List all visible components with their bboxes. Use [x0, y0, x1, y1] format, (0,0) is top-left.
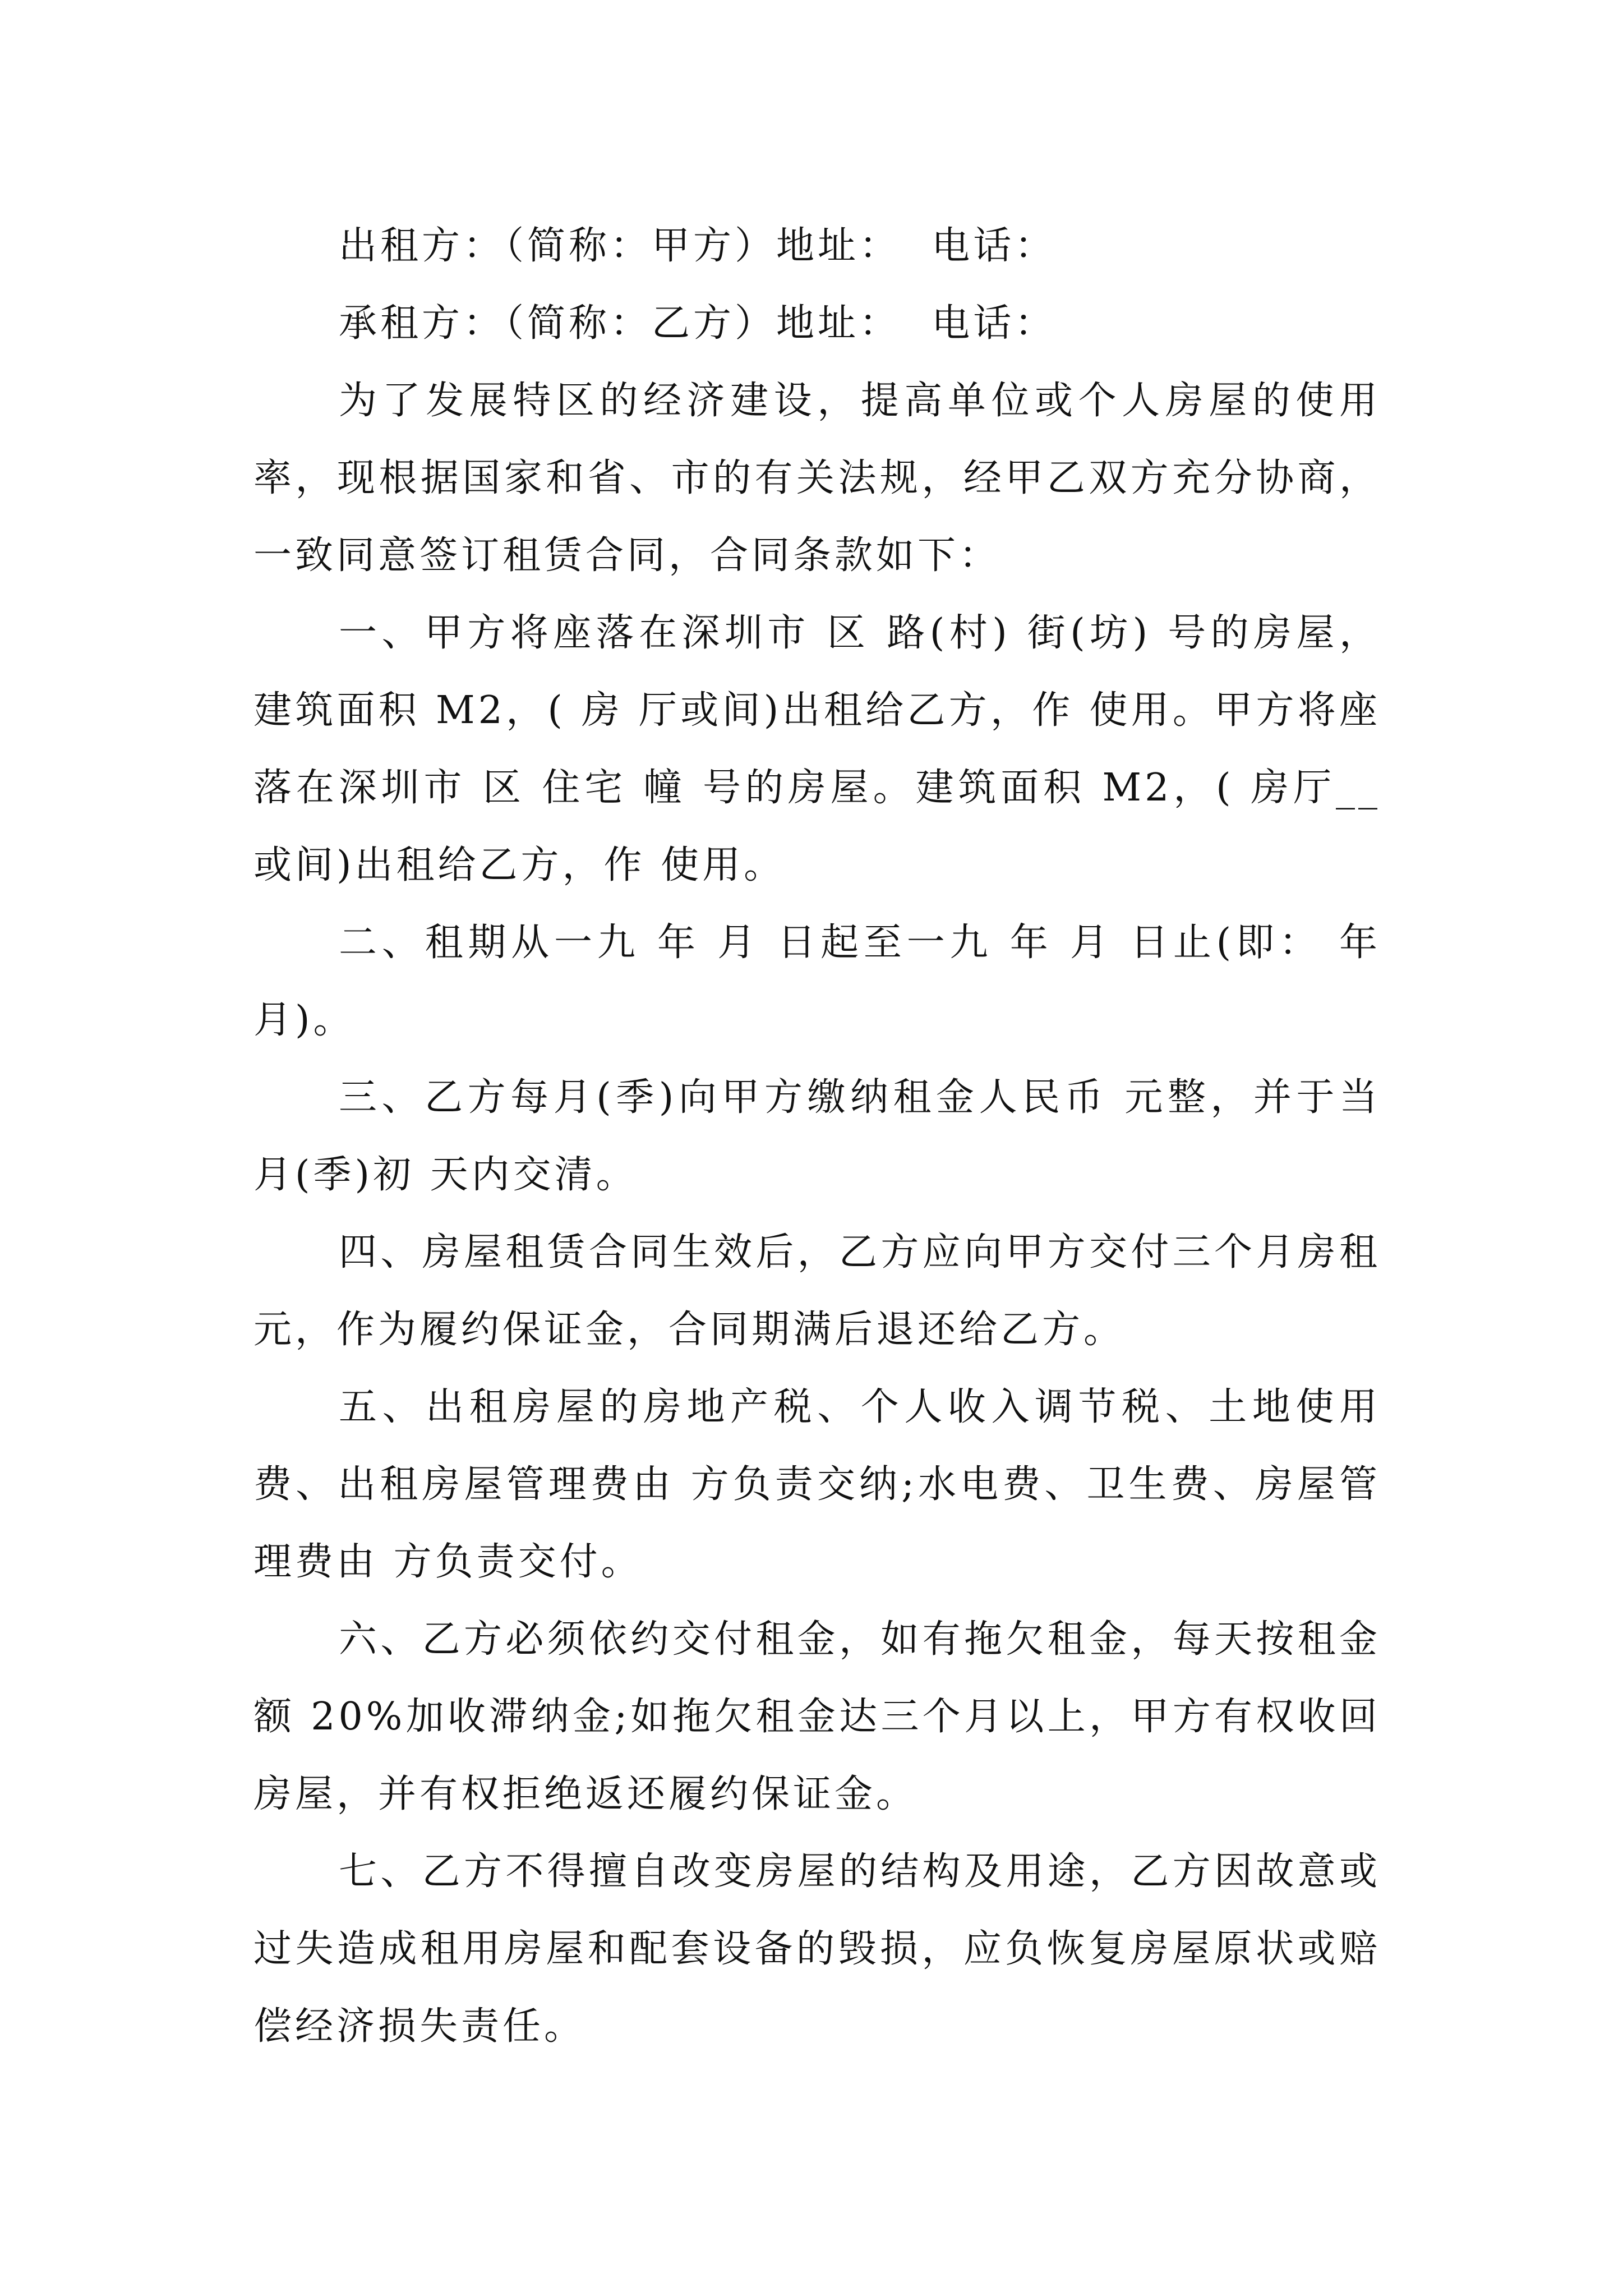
clause-2-paragraph: 二、租期从一九 年 月 日起至一九 年 月 日止(即： 年 月)。 — [253, 921, 1396, 1042]
clause-7-paragraph: 七、乙方不得擅自改变房屋的结构及用途，乙方因故意或过失造成租用房屋和配套设备的毁损，应负恢复房屋原状或赔偿经济损失责任。 — [253, 1849, 1381, 2049]
lessor-info-paragraph: 出租方：（简称：甲方）地址： 电话： — [339, 224, 1057, 268]
clause-6-paragraph: 六、乙方必须依约交付租金，如有拖欠租金，每天按租金额 20%加收滞纳金;如拖欠租金达三个月以上，甲方有权收回房屋，并有权拒绝返还履约保证金。 — [253, 1617, 1381, 1816]
clause-3-paragraph: 三、乙方每月(季)向甲方缴纳租金人民币 元整，并于当月(季)初 天内交清。 — [253, 1075, 1381, 1197]
clause-1-paragraph: 一、甲方将座落在深圳市 区 路(村) 街(坊) 号的房屋，建筑面积 M2，( 房 厅或间)出租给乙方，作 使用。甲方将座落在深圳市 区 住宅 幢 号的房屋。建筑面积 M2，( 房厅__或间)出租给乙方，作 使用。 — [253, 611, 1381, 887]
clause-5-paragraph: 五、出租房屋的房地产税、个人收入调节税、土地使用费、出租房屋管理费由 方负责交纳;水电费、卫生费、房屋管理费由 方负责交付。 — [253, 1385, 1381, 1584]
lessee-info-paragraph: 承租方：（简称：乙方）地址： 电话： — [339, 301, 1057, 346]
clause-4-paragraph: 四、房屋租赁合同生效后，乙方应向甲方交付三个月房租 元，作为履约保证金，合同期满后退还给乙方。 — [253, 1230, 1396, 1352]
preamble-paragraph: 为了发展特区的经济建设，提高单位或个人房屋的使用率，现根据国家和省、市的有关法规，经甲乙双方充分协商，一致同意签订租赁合同，合同条款如下： — [253, 379, 1381, 578]
document-page — [253, 208, 1396, 2065]
